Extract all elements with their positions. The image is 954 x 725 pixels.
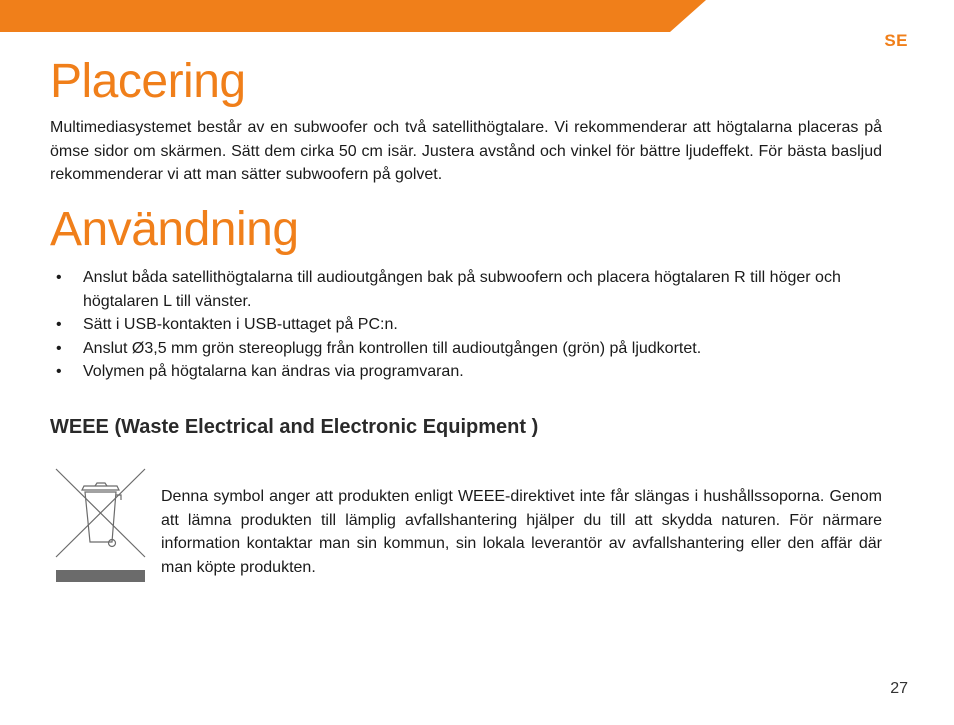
list-item-text: Anslut båda satellithögtalarna till audioutgången bak på subwoofern och placera högtalaren R till höger och högtalaren L till vänster. [83,269,841,310]
weee-heading: WEEE (Waste Electrical and Electronic Equipment ) [50,416,539,438]
anvandning-title: Användning [50,203,299,256]
placering-paragraph: Multimediasystemet består av en subwoofer och två satellithögtalare. Vi rekommenderar att högtalarna placeras på ömse sidor om skärmen. Sätt dem cirka 50 cm isär. Justera avstånd och vinkel för bättre ljudeffekt. För bästa basljud rekommenderar vi att man sätter subwoofern på golvet. [50,119,882,183]
orange-header-band [0,0,954,32]
placering-title: Placering [50,55,246,108]
page-number: 27 [890,680,908,697]
list-item [50,313,882,337]
list-item-text: Volymen på högtalarna kan ändras via programvaran. [83,363,464,380]
list-item-text: Sätt i USB-kontakten i USB-uttaget på PC:n. [83,316,398,333]
bullet: • [56,269,62,286]
bullet: • [56,316,62,333]
weee-paragraph: Denna symbol anger att produkten enligt WEEE-direktivet inte får slängas i hushållssoporna. Genom att lämna produkten till lämplig avfallshantering hjälper du till att skydda naturen. För närmare information kontaktar man sin kommun, sin lokala leverantör av avfallshantering eller den affär där man köpte produkten. [161,488,882,576]
list-item-text: Anslut Ø3,5 mm grön stereoplugg från kontrollen till audioutgången (grön) på ljudkortet. [83,339,702,357]
list-item [50,337,882,361]
usage-list [50,266,882,384]
bullet: • [56,339,62,357]
crossed-out-wheelie-bin-icon [55,468,146,583]
list-item [50,266,882,313]
language-label: SE [884,31,908,50]
bullet: • [56,363,62,380]
list-item [50,360,882,384]
